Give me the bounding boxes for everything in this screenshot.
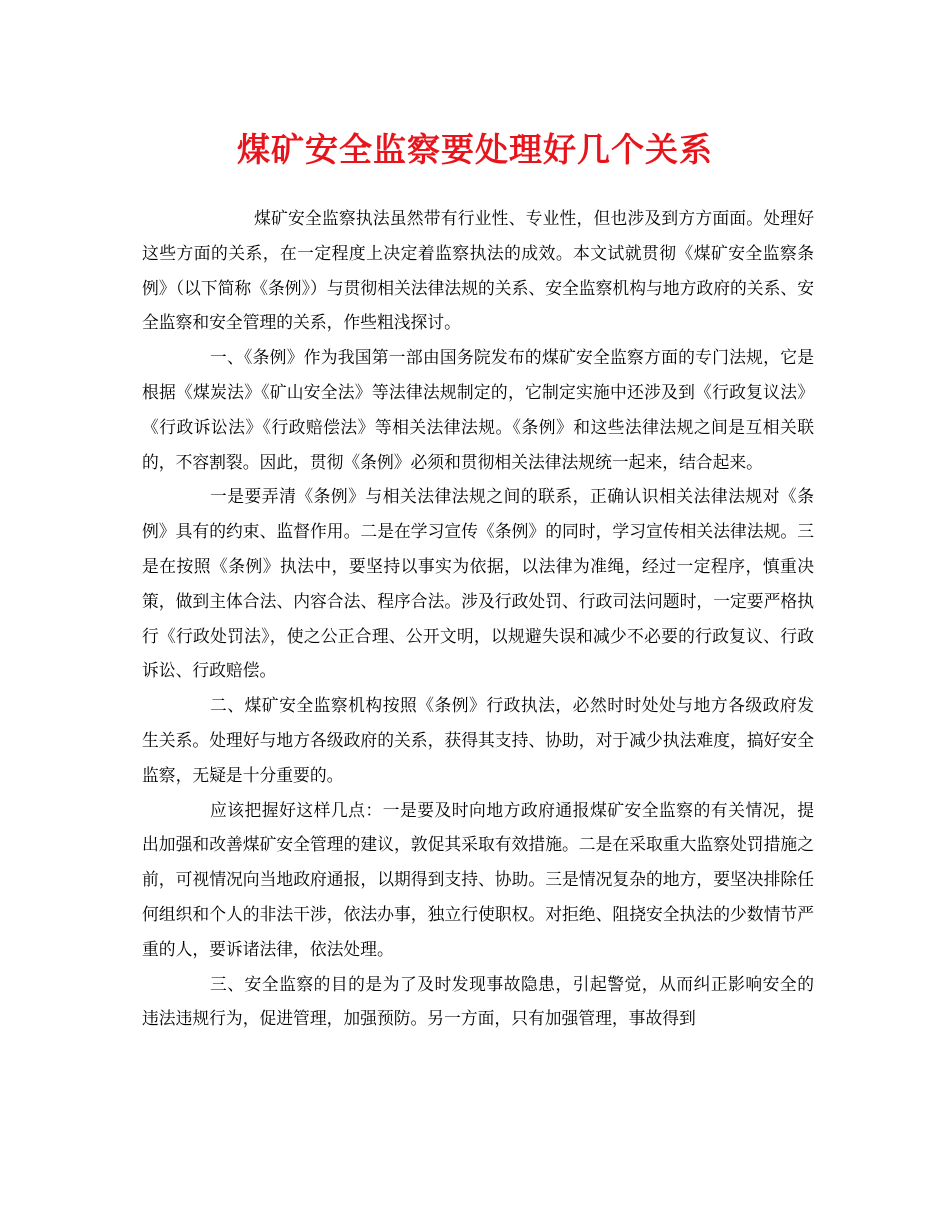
document-body bbox=[142, 201, 814, 1036]
paragraph-section-two: 二、煤矿安全监察机构按照《条例》行政执法，必然时时处处与地方各级政府发生关系。处理好与地方各级政府的关系，获得其支持、协助，对于减少执法难度，搞好安全监察，无疑是十分重要的。 bbox=[142, 695, 814, 785]
document-title: 煤矿安全监察要处理好几个关系 bbox=[237, 130, 713, 169]
paragraph-section-three: 三、安全监察的目的是为了及时发现事故隐患，引起警觉，从而纠正影响安全的违法违规行为，促进管理，加强预防。另一方面，只有加强管理，事故得到 bbox=[142, 973, 814, 1029]
paragraph-section-one-points: 一是要弄清《条例》与相关法律法规之间的联系，正确认识相关法律法规对《条例》具有的约束、监督作用。二是在学习宣传《条例》的同时，学习宣传相关法律法规。三是在按照《条例》执法中，要坚持以事实为依据，以法律为准绳，经过一定程序，慎重决策，做到主体合法、内容合法、程序合法。涉及行政处罚、行政司法问题时，一定要严格执行《行政处罚法》，使之公正合理、公开文明，以规避失误和减少不必要的行政复议、行政诉讼、行政赔偿。 bbox=[142, 486, 814, 681]
paragraph-section-two-points: 应该把握好这样几点：一是要及时向地方政府通报煤矿安全监察的有关情况，提出加强和改善煤矿安全管理的建议，敦促其采取有效措施。二是在采取重大监察处罚措施之前，可视情况向当地政府通报，以期得到支持、协助。三是情况复杂的地方，要坚决排除任何组织和个人的非法干涉，依法办事，独立行使职权。对拒绝、阻挠安全执法的少数情节严重的人，要诉诸法律，依法处理。 bbox=[142, 799, 814, 959]
paragraph-intro: 煤矿安全监察执法虽然带有行业性、专业性，但也涉及到方方面面。处理好这些方面的关系，在一定程度上决定着监察执法的成效。本文试就贯彻《煤矿安全监察条例》（以下简称《条例》）与贯彻相关法律法规的关系、安全监察机构与地方政府的关系、安全监察和安全管理的关系，作些粗浅探讨。 bbox=[142, 208, 814, 333]
paragraph-section-one: 一、《条例》作为我国第一部由国务院发布的煤矿安全监察方面的专门法规，它是根据《煤炭法》《矿山安全法》等法律法规制定的，它制定实施中还涉及到《行政复议法》《行政诉讼法》《行政赔偿法》等相关法律法规。《条例》和这些法律法规之间是互相关联的，不容割裂。因此，贯彻《条例》必须和贯彻相关法律法规统一起来，结合起来。 bbox=[142, 347, 814, 472]
